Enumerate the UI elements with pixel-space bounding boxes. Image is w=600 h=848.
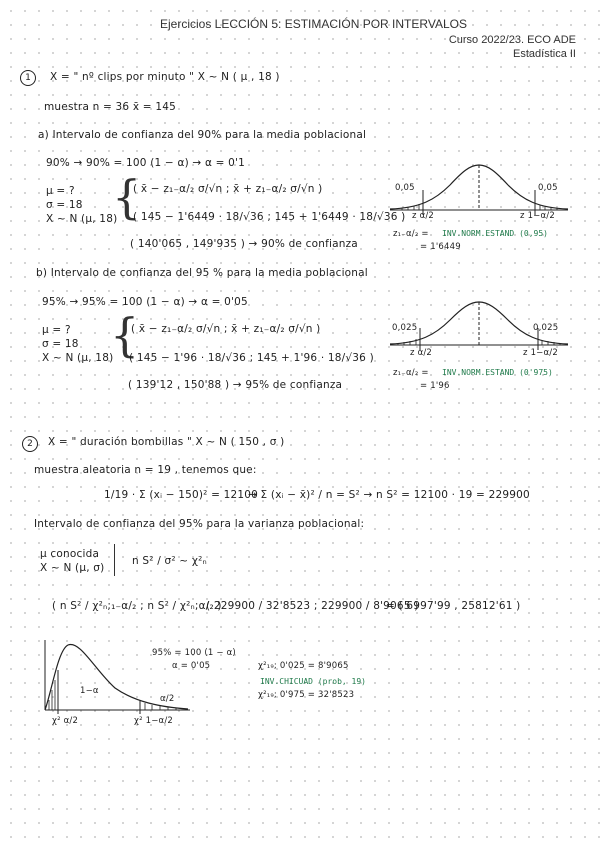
ex1b-sigma: σ = 18 [42, 338, 79, 350]
ex1b-z-note: z₁₋α/₂ = [393, 368, 429, 378]
ex1b-z-left: z α/2 [410, 348, 433, 358]
ex2-sum-equation: 1/19 · Σ (xᵢ − 150)² = 12100 [104, 489, 259, 501]
ex1a-confidence: 90% → 90% = 100 (1 − α) → α = 0'1 [46, 157, 245, 169]
ex1b-substitution: ( 145 − 1'96 · 18/√36 ; 145 + 1'96 · 18/√36 ) [129, 352, 374, 364]
ex2-chi-right: χ² 1−α/2 [134, 716, 174, 726]
ex1a-formula: ( x̄ − z₁₋α/₂ σ/√n ; x̄ + z₁₋α/₂ σ/√n ) [133, 183, 323, 195]
course-label: Curso 2022/23. ECO ADE [448, 34, 576, 46]
ex2-mu-known: μ conocida [40, 548, 100, 560]
ex2-divider [114, 544, 115, 576]
ex1-sample: muestra n = 36 x̄ = 145 [44, 101, 176, 113]
ex2-sample: muestra aleatoria n = 19 , tenemos que: [34, 464, 257, 476]
exercise-1-number: 1 [20, 70, 36, 86]
ex1b-z-value: = 1'96 [420, 381, 450, 391]
ex2-statistic: n S² / σ² ~ χ²ₙ [132, 555, 207, 567]
ex1b-distribution: X ~ N (μ, 18) [42, 352, 114, 364]
ex1a-tail-left: 0,05 [395, 183, 415, 193]
ex1a-z-note: z₁₋α/₂ = [393, 229, 429, 239]
ex1a-z-value: = 1'6449 [420, 242, 461, 252]
ex2-interval-substitution: ( 229900 / 32'8523 ; 229900 / 8'9065 ) [206, 600, 419, 612]
ex1-definition: X = " nº clips por minuto " X ~ N ( μ , 18 ) [50, 71, 280, 83]
ex2-area-label: 1−α [80, 686, 99, 696]
ex2-chi-left: χ² α/2 [52, 716, 79, 726]
ex1b-z-right: z 1−α/2 [523, 348, 558, 358]
page-title: Ejercicios LECCIÓN 5: ESTIMACIÓN POR INTERVALOS [160, 17, 467, 31]
ex1b-confidence: 95% → 95% = 100 (1 − α) → α = 0'05 [42, 296, 248, 308]
ex1b-brace: { [110, 308, 140, 362]
ex2-chi-function: INV.CHICUAD (prob, 19) [260, 677, 366, 686]
ex1a-z-right: z 1−α/2 [520, 211, 555, 221]
ex1a-sigma: σ = 18 [46, 199, 83, 211]
ex1a-substitution: ( 145 − 1'6449 · 18/√36 ; 145 + 1'6449 · 18/√36 ) [133, 211, 406, 223]
ex1a-z-left: z α/2 [412, 211, 435, 221]
ex2-alpha: α = 0'05 [172, 661, 211, 671]
ex2-interval-result: = ( 6997'99 , 25812'61 ) [386, 600, 521, 612]
ex2-title: Intervalo de confianza del 95% para la varianza poblacional: [34, 518, 365, 530]
ex2-tail-label: α/2 [160, 694, 175, 704]
ex1b-z-function: INV.NORM.ESTAND (0'975) [442, 368, 553, 377]
ex2-chi-lower: χ²₁₉; 0'025 = 8'9065 [258, 661, 349, 671]
ex1a-tail-right: 0,05 [538, 183, 558, 193]
ex2-distribution: X ~ N (μ, σ) [40, 562, 105, 574]
exercise-2-number: 2 [22, 436, 38, 452]
ex1b-result: ( 139'12 , 150'88 ) → 95% de confianza [128, 379, 343, 391]
ex1a-title: a) Intervalo de confianza del 90% para la media poblacional [38, 129, 367, 141]
ex2-chi-upper: χ²₁₉; 0'975 = 32'8523 [258, 690, 355, 700]
ex1a-mu: μ = ? [46, 185, 75, 197]
ex1a-result: ( 140'065 , 149'935 ) → 90% de confianza [130, 238, 358, 250]
ex1a-distribution: X ~ N (μ, 18) [46, 213, 118, 225]
ex1b-tail-left: 0,025 [392, 323, 418, 333]
subject-label: Estadística II [513, 48, 576, 60]
ex2-arrow-equation: → Σ (xᵢ − x̄)² / n = S² → n S² = 12100 · 19 = 229900 [248, 489, 530, 501]
ex1b-mu: μ = ? [42, 324, 71, 336]
ex2-interval-formula: ( n S² / χ²ₙ;₁₋α/₂ ; n S² / χ²ₙ;α/₂ ) [52, 600, 222, 612]
ex1b-formula: ( x̄ − z₁₋α/₂ σ/√n ; x̄ + z₁₋α/₂ σ/√n ) [131, 323, 321, 335]
ex1b-title: b) Intervalo de confianza del 95 % para la media poblacional [36, 267, 368, 279]
ex1a-brace: { [112, 170, 142, 224]
ex1a-z-function: INV.NORM.ESTAND (0,95) [442, 229, 548, 238]
ex1b-tail-right: 0,025 [533, 323, 559, 333]
ex2-definition: X = " duración bombillas " X ~ N ( 150 , σ ) [48, 436, 285, 448]
ex2-confidence: 95% = 100 (1 − α) [152, 648, 236, 658]
